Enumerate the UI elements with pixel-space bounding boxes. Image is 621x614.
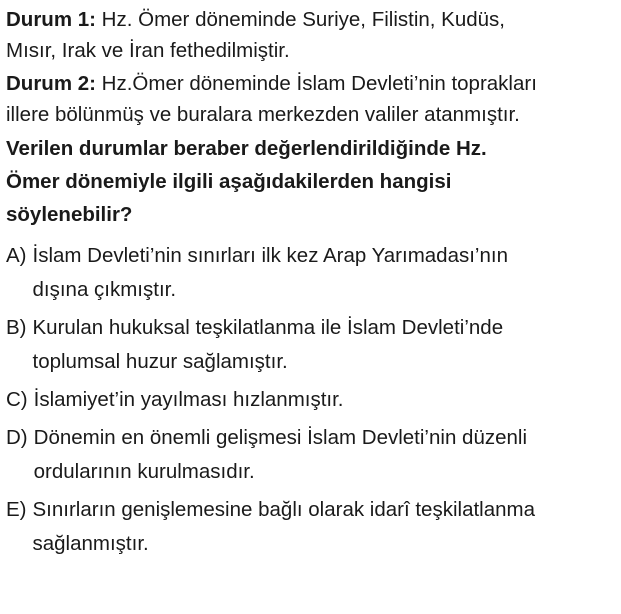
option-text-line1: Kurulan hukuksal teşkilatlanma ile İslam Devleti’nde <box>32 316 504 339</box>
option-letter: C) <box>6 388 28 411</box>
option-letter: B) <box>6 316 27 339</box>
option-text-line2: dışına çıkmıştır. <box>32 278 177 301</box>
option-letter: D) <box>6 426 28 449</box>
option-letter: A) <box>6 244 27 267</box>
durum-1-text-line2: Mısır, Irak ve İran fethedilmiştir. <box>6 39 290 62</box>
durum-1-paragraph <box>6 4 615 66</box>
option-a[interactable] <box>6 239 615 307</box>
option-d[interactable] <box>6 421 615 489</box>
option-text-line2: sağlanmıştır. <box>32 532 149 555</box>
question-line1: Verilen durumlar beraber değerlendirildiğinde Hz. <box>6 137 487 160</box>
option-text-line1: Sınırların genişlemesine bağlı olarak idarî teşkilatlanma <box>32 498 536 521</box>
option-text-line1: Dönemin en önemli gelişmesi İslam Devleti’nin düzenli <box>33 426 528 449</box>
option-e[interactable] <box>6 493 615 561</box>
durum-1-text-line1: Hz. Ömer döneminde Suriye, Filistin, Kudüs, <box>95 8 506 31</box>
question-line3: söylenebilir? <box>6 203 133 226</box>
option-b[interactable] <box>6 311 615 379</box>
question-line2: Ömer dönemiyle ilgili aşağıdakilerden hangisi <box>6 170 452 193</box>
option-text-line2: toplumsal huzur sağlamıştır. <box>32 350 288 373</box>
durum-2-text-line1: Hz.Ömer döneminde İslam Devleti’nin toprakları <box>95 72 537 95</box>
option-c[interactable] <box>6 383 615 417</box>
option-letter: E) <box>6 498 27 521</box>
durum-1-label: Durum 1: <box>6 8 96 31</box>
option-text-line1: İslam Devleti’nin sınırları ilk kez Arap Yarımadası’nın <box>32 244 508 267</box>
durum-2-label: Durum 2: <box>6 72 96 95</box>
option-text-line2: ordularının kurulmasıdır. <box>33 460 255 483</box>
option-text-line1: İslamiyet’in yayılması hızlanmıştır. <box>33 388 344 411</box>
question-stem <box>6 132 615 231</box>
durum-2-text-line2: illere bölünmüş ve buralara merkezden valiler atanmıştır. <box>6 103 520 126</box>
durum-2-paragraph <box>6 68 615 130</box>
